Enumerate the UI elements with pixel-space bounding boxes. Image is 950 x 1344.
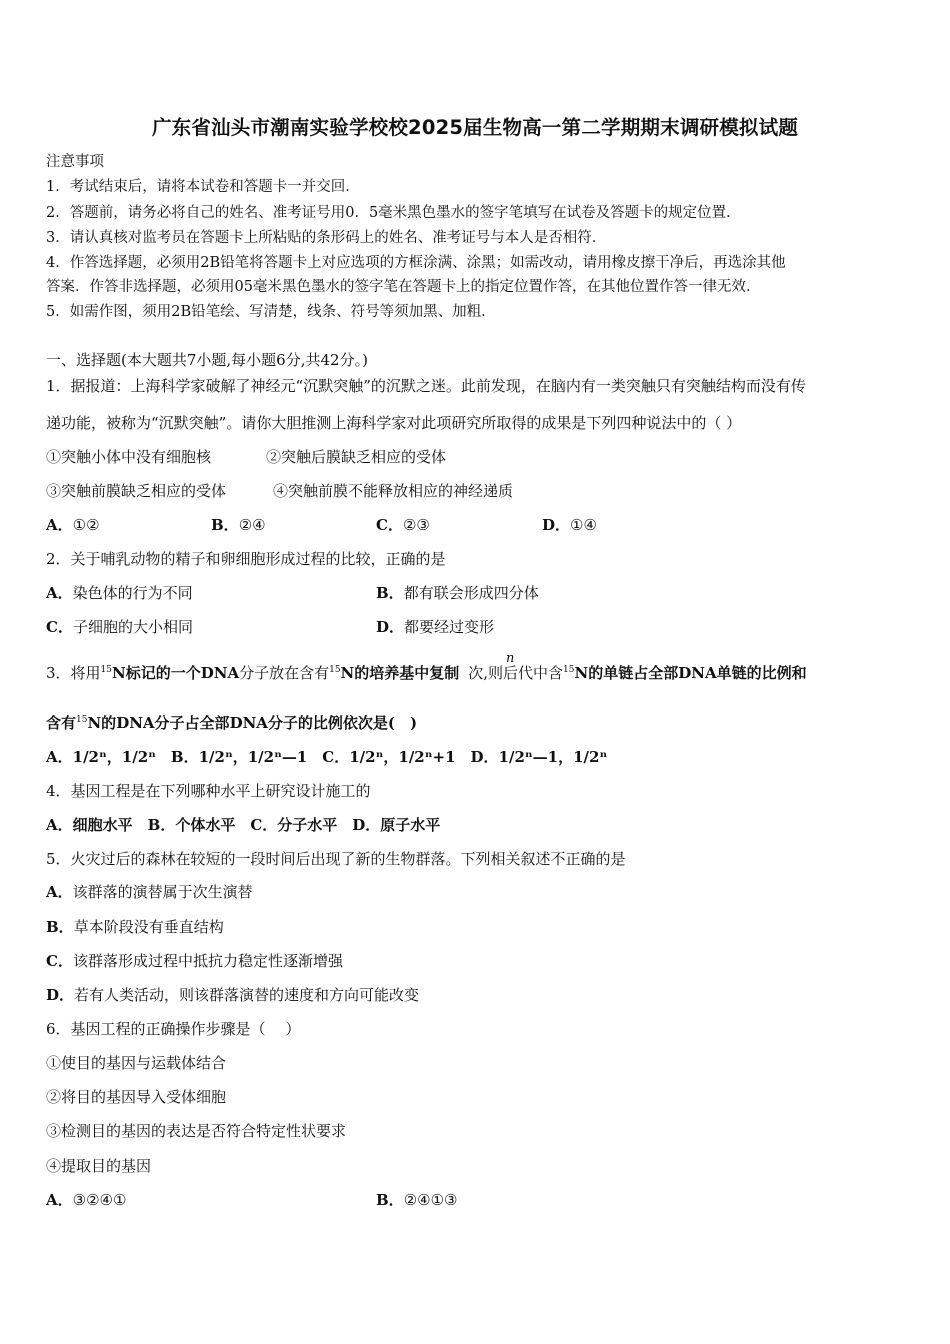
notice-heading: 注意事项 [46,154,104,170]
question-1-statement-3: ③突触前膜缺乏相应的受体 [46,482,227,500]
question-2-option-b[interactable] [376,583,539,603]
option-text: 子细胞的大小相同 [72,618,193,636]
question-5-stem: 5．火灾过后的森林在较短的一段时间后出现了新的生物群落。下列相关叙述不正确的是 [46,850,626,868]
question-4-stem: 4．基因工程是在下列哪种水平上研究设计施工的 [46,782,371,800]
question-6-option-b[interactable] [376,1190,457,1210]
option-label: D． [46,986,75,1004]
option-text: 若有人类活动，则该群落演替的速度和方向可能改变 [74,986,420,1004]
question-1-statement-4: ④突触前膜不能释放相应的神经递质 [273,482,514,500]
option-label: B． [211,516,239,534]
page-title: 广东省汕头市潮南实验学校校2025届生物高一第二学期期末调研模拟试题 [151,116,799,139]
question-1-option-b[interactable] [211,515,266,535]
question-1-stem-line2: 递功能，被称为“沉默突触”。请你大胆推测上海科学家对此项研究所取得的成果是下列四种说法中的（ ） [46,414,742,432]
option-text: 都要经过变形 [404,618,495,636]
option-label: B． [376,1191,404,1209]
option-label: C． [46,952,73,970]
option-text: 该群落形成过程中抵抗力稳定性逐渐增强 [72,952,343,970]
question-6-step: ①使目的基因与运载体结合 [46,1054,227,1072]
question-1-option-c[interactable] [376,515,430,535]
notice-item: 2．答题前，请务必将自己的姓名、准考证号用0．5毫米黑色墨水的签字笔填写在试卷及答题卡的规定位置． [46,205,741,221]
option-text: ①② [72,516,100,534]
section-heading: 一、选择题(本大题共7小题,每小题6分,共42分。) [46,351,368,369]
question-2-option-d[interactable] [376,617,494,637]
option-text: ②③ [402,516,430,534]
question-5-option-a[interactable] [46,882,253,902]
question-3-options[interactable]: A．1/2ⁿ，1/2ⁿ B．1/2ⁿ，1/2ⁿ—1 C．1/2ⁿ，1/2ⁿ+1 D．1/2ⁿ—1，1/2ⁿ [46,748,608,766]
question-6-step: ④提取目的基因 [46,1157,152,1175]
notice-item: 3．请认真核对监考员在答题卡上所粘贴的条形码上的姓名、准考证号与本人是否相符． [46,230,607,246]
question-6-option-a[interactable] [46,1190,126,1210]
option-label: A． [46,516,73,534]
option-label: A． [46,1191,73,1209]
question-1-statement-2: ②突触后膜缺乏相应的受体 [266,448,447,466]
option-text: ③②④① [72,1191,127,1209]
question-6-step: ②将目的基因导入受体细胞 [46,1088,227,1106]
option-text: 染色体的行为不同 [72,584,193,602]
option-text: 该群落的演替属于次生演替 [72,883,253,901]
option-label: B． [46,918,74,936]
option-label: C． [46,618,73,636]
option-text: ①④ [570,516,597,534]
question-2-option-c[interactable] [46,617,193,637]
notice-item: 1．考试结束后，请将本试卷和答题卡一并交回． [46,179,360,195]
option-label: D． [376,618,405,636]
question-6-step: ③检测目的基因的表达是否符合特定性状要求 [46,1122,347,1140]
option-label: C． [376,516,403,534]
option-text: ②④①③ [403,1191,458,1209]
question-1-stem-line1: 1．据报道：上海科学家破解了神经元“沉默突触”的沉默之迷。此前发现，在脑内有一类突触只有突触结构而没有传 [46,377,806,395]
question-5-option-b[interactable] [46,917,224,937]
option-label: B． [376,584,404,602]
question-2-stem: 2．关于哺乳动物的精子和卵细胞形成过程的比较，正确的是 [46,550,446,568]
option-label: A． [46,584,73,602]
question-2-option-a[interactable] [46,583,193,603]
question-1-option-a[interactable] [46,515,100,535]
option-label: A． [46,883,73,901]
notice-item: 答案．作答非选择题，必须用05毫米黑色墨水的签字笔在答题卡上的指定位置作答，在其他位置作答一律无效． [46,279,761,295]
question-1-option-d[interactable] [542,515,597,535]
variable-n: n [506,651,515,666]
question-1-statement-1: ①突触小体中没有细胞核 [46,448,212,466]
option-text: 草本阶段没有垂直结构 [73,918,224,936]
question-5-option-c[interactable] [46,951,343,971]
option-text: ②④ [238,516,266,534]
question-4-options[interactable]: A．细胞水平 B．个体水平 C．分子水平 D．原子水平 [46,816,441,834]
question-3-stem-line1: 3．将用$^{15}$N标记的一个DNA分子放在含有$^{15}$N的培养基中复制 次,则后代中含$^{15}$N的单链占全部DNA单链的比例和 [46,664,807,682]
option-text: 都有联会形成四分体 [403,584,539,602]
notice-item: 4．作答选择题，必须用2B铅笔将答题卡上对应选项的方框涂满、涂黑；如需改动，请用橡皮擦干净后，再选涂其他 [46,255,786,271]
question-6-stem: 6．基因工程的正确操作步骤是（ ） [46,1020,301,1038]
question-3-stem-line2: 含有$^{15}$N的DNA分子占全部DNA分子的比例依次是( ) [46,714,418,732]
option-label: D． [542,516,571,534]
question-5-option-d[interactable] [46,985,419,1005]
notice-item: 5．如需作图，须用2B铅笔绘、写清楚，线条、符号等须加黑、加粗． [46,304,496,320]
